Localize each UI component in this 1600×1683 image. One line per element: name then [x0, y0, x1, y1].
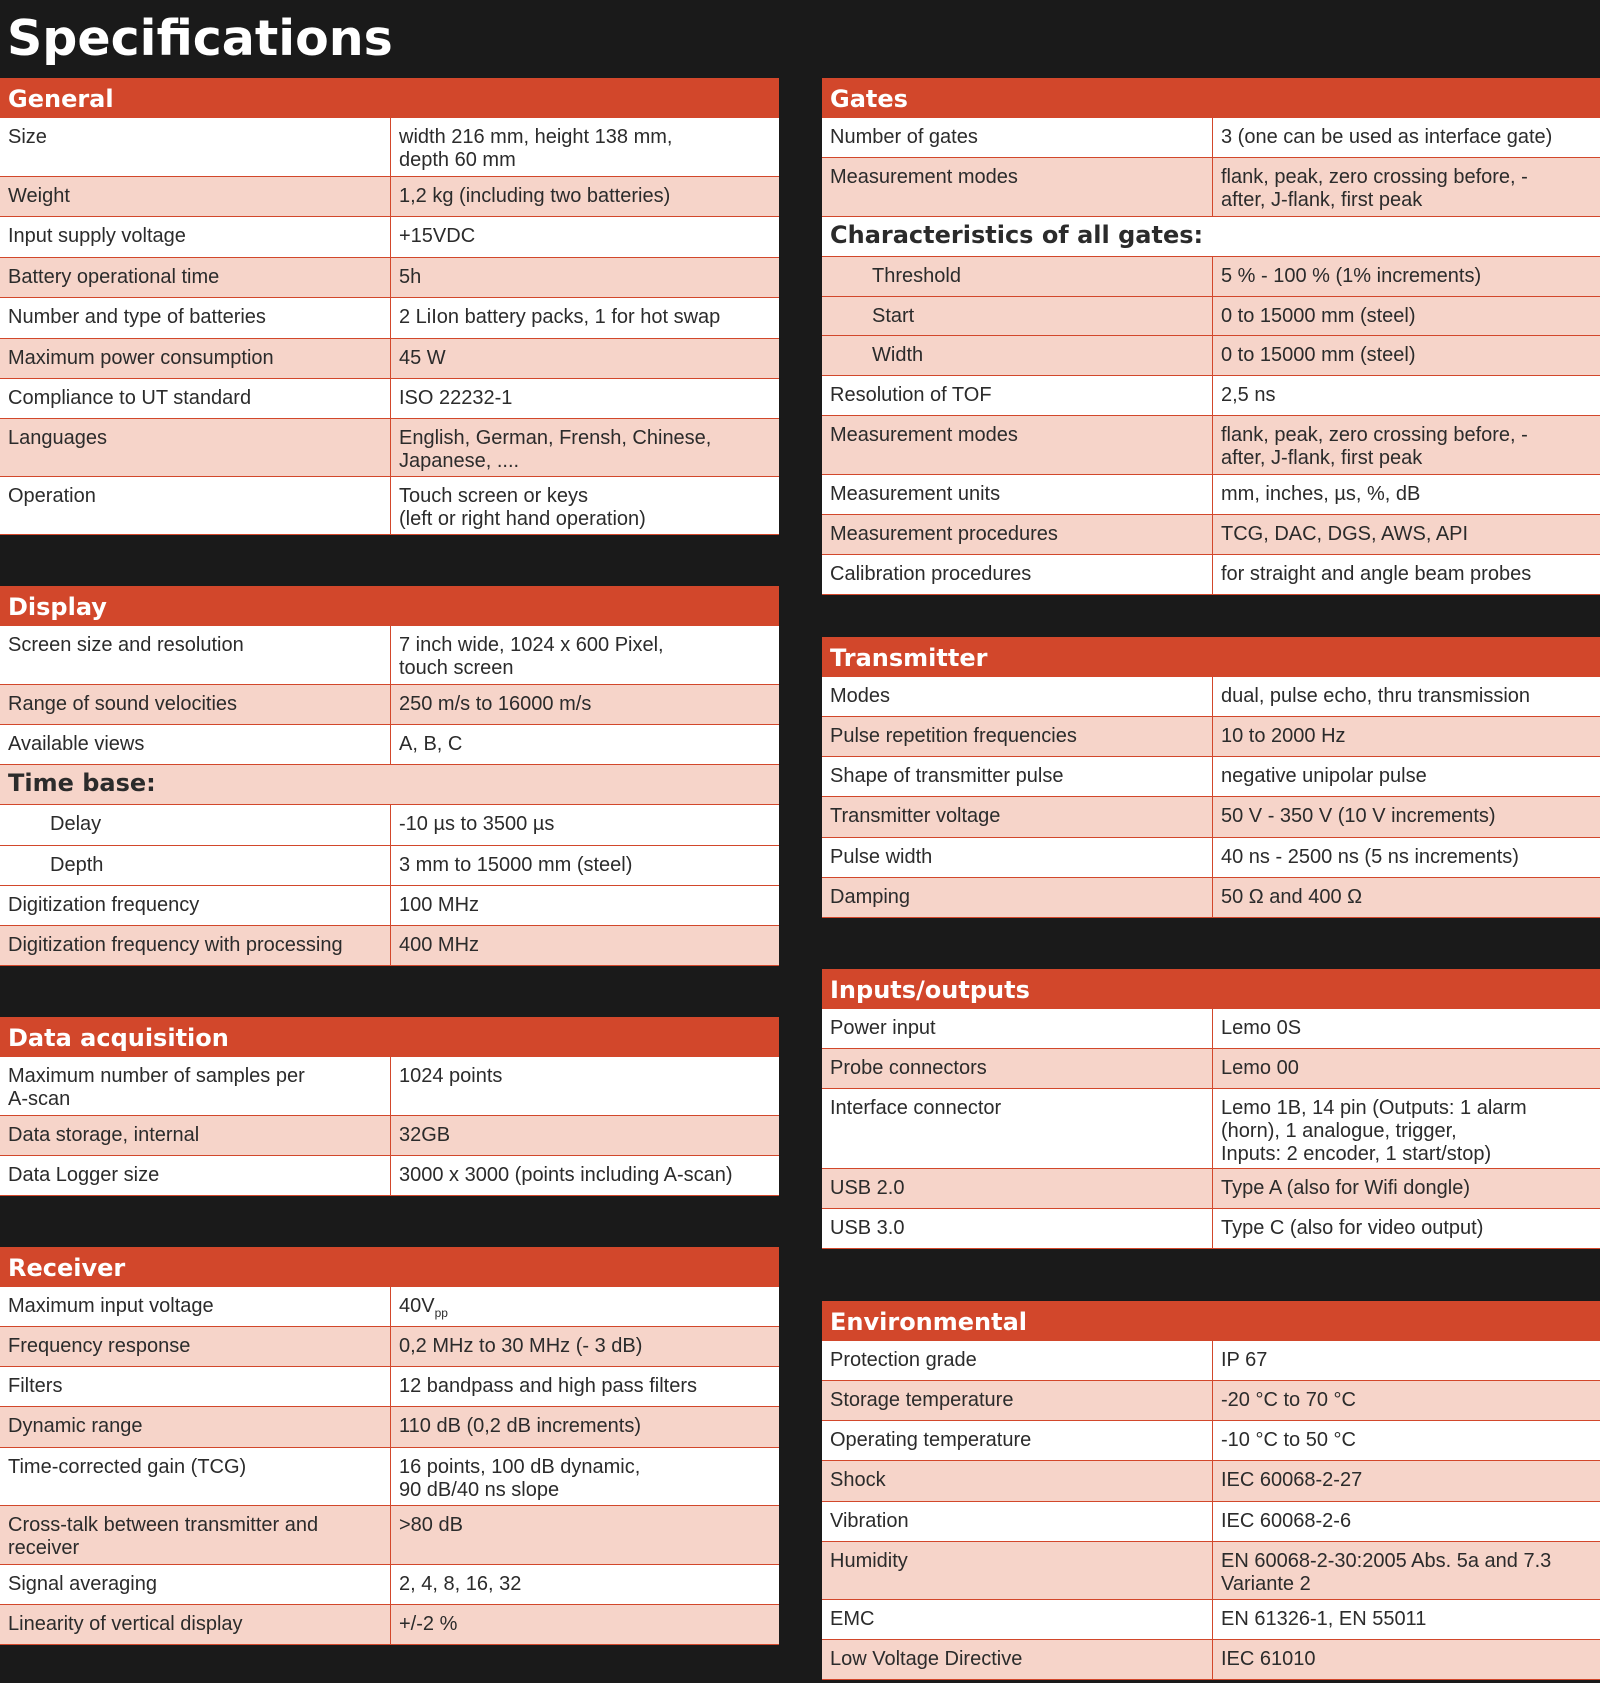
table-row — [822, 1049, 1600, 1089]
spec-value: 2 LiIon battery packs, 1 for hot swap — [399, 306, 721, 328]
environmental-header: Environmental — [822, 1301, 1600, 1341]
spec-value: Type A (also for Wifi dongle) — [1221, 1177, 1471, 1199]
spec-value: IEC 60068-2-6 — [1221, 1510, 1352, 1532]
page-title: Specifications — [7, 10, 393, 67]
spec-label: Interface connector — [822, 1089, 1213, 1168]
max-input-value: 40V — [399, 1295, 435, 1317]
inputs-outputs-section — [822, 969, 1600, 1249]
spec-value: A, B, C — [399, 733, 463, 755]
spec-value: Type C (also for video output) — [1221, 1217, 1484, 1239]
spec-value: Lemo 0S — [1221, 1017, 1302, 1039]
spec-label: USB 2.0 — [822, 1169, 1213, 1208]
spec-label: Maximum number of samples per A-scan — [0, 1057, 391, 1115]
data-acquisition-section — [0, 1017, 779, 1196]
spec-label: Low Voltage Directive — [822, 1640, 1213, 1679]
spec-label: Shock — [822, 1461, 1213, 1501]
table-row — [0, 217, 779, 258]
transmitter-header: Transmitter — [822, 637, 1600, 677]
spec-label: Probe connectors — [822, 1049, 1213, 1088]
spec-label: Maximum power consumption — [0, 339, 391, 378]
table-row — [0, 626, 779, 685]
spec-label: Number and type of batteries — [0, 298, 391, 338]
spec-value: 0,2 MHz to 30 MHz (- 3 dB) — [399, 1335, 643, 1357]
spec-label: Time-corrected gain (TCG) — [0, 1448, 391, 1505]
table-row — [822, 1542, 1600, 1600]
spec-label: Threshold — [822, 257, 1213, 296]
spec-value: 16 points, 100 dB dynamic, 90 dB/40 ns slope — [399, 1456, 641, 1501]
table-row — [0, 1506, 779, 1565]
table-row — [822, 1341, 1600, 1381]
table-row — [0, 419, 779, 477]
table-row — [0, 725, 779, 765]
spec-value: for straight and angle beam probes — [1221, 563, 1532, 585]
spec-label: Screen size and resolution — [0, 626, 391, 684]
spec-value: 5 % - 100 % (1% increments) — [1221, 265, 1482, 287]
table-row — [822, 1421, 1600, 1461]
table-row — [0, 339, 779, 379]
spec-label: Depth — [0, 846, 391, 885]
table-row — [822, 1600, 1600, 1640]
spec-label: Measurement modes — [822, 416, 1213, 474]
spec-value: flank, peak, zero crossing before, - after, J-flank, first peak — [1221, 166, 1528, 211]
spec-value: English, German, Frensh, Chinese, Japanese, .... — [399, 427, 712, 472]
spec-value: ISO 22232-1 — [399, 387, 513, 409]
spec-label: EMC — [822, 1600, 1213, 1639]
spec-value: 40 ns - 2500 ns (5 ns increments) — [1221, 846, 1519, 868]
table-row — [822, 217, 1600, 257]
spec-value: 3 mm to 15000 mm (steel) — [399, 854, 633, 876]
table-row — [822, 1461, 1600, 1502]
table-row — [822, 797, 1600, 838]
spec-value: IEC 61010 — [1221, 1648, 1316, 1670]
spec-value: 12 bandpass and high pass filters — [399, 1375, 697, 1397]
spec-label: Start — [822, 297, 1213, 335]
spec-value: -20 °C to 70 °C — [1221, 1389, 1356, 1411]
spec-value: >80 dB — [399, 1514, 463, 1536]
spec-value: dual, pulse echo, thru transmission — [1221, 685, 1531, 707]
spec-label: Signal averaging — [0, 1565, 391, 1604]
table-row — [822, 1209, 1600, 1249]
table-row — [0, 1448, 779, 1506]
table-row — [822, 297, 1600, 336]
spec-label: Linearity of vertical display — [0, 1605, 391, 1644]
spec-value: 32GB — [399, 1124, 451, 1146]
table-row — [822, 1502, 1600, 1542]
spec-label: Range of sound velocities — [0, 685, 391, 724]
gates-header: Gates — [822, 78, 1600, 118]
spec-label: Maximum input voltage — [0, 1287, 391, 1326]
spec-label: Operation — [0, 477, 391, 534]
table-row — [0, 1367, 779, 1407]
spec-label: Modes — [822, 677, 1213, 716]
table-row — [0, 1605, 779, 1645]
receiver-header: Receiver — [0, 1247, 779, 1287]
spec-label: Delay — [0, 805, 391, 845]
table-row — [0, 1407, 779, 1448]
table-row — [0, 805, 779, 846]
spec-label: Measurement modes — [822, 158, 1213, 216]
characteristics-subheading: Characteristics of all gates: — [830, 221, 1204, 249]
spec-value: 50 V - 350 V (10 V increments) — [1221, 805, 1496, 827]
table-row — [822, 118, 1600, 158]
table-row — [822, 838, 1600, 878]
spec-label: Measurement procedures — [822, 515, 1213, 554]
spec-label: Storage temperature — [822, 1381, 1213, 1420]
spec-label: Compliance to UT standard — [0, 379, 391, 418]
table-row — [0, 765, 779, 805]
table-row — [0, 1327, 779, 1367]
table-row — [822, 1089, 1600, 1169]
spec-value: EN 60068-2-30:2005 Abs. 5a and 7.3 Variante 2 — [1221, 1550, 1552, 1595]
spec-value: 0 to 15000 mm (steel) — [1221, 305, 1416, 327]
data-acquisition-header: Data acquisition — [0, 1017, 779, 1057]
table-row — [822, 257, 1600, 297]
inputs-outputs-header: Inputs/outputs — [822, 969, 1600, 1009]
receiver-section — [0, 1247, 779, 1645]
spec-label: Protection grade — [822, 1341, 1213, 1380]
spec-value: 2, 4, 8, 16, 32 — [399, 1573, 522, 1595]
environmental-section — [822, 1301, 1600, 1680]
spec-label: Humidity — [822, 1542, 1213, 1599]
spec-value: IP 67 — [1221, 1349, 1268, 1371]
table-row — [822, 1381, 1600, 1421]
spec-value: Lemo 1B, 14 pin (Outputs: 1 alarm (horn), 1 analogue, trigger, Inputs: 2 encoder, 1 start/stop) — [1221, 1097, 1527, 1165]
table-row — [822, 475, 1600, 515]
spec-value: negative unipolar pulse — [1221, 765, 1427, 787]
spec-label: Resolution of TOF — [822, 376, 1213, 415]
table-row — [0, 477, 779, 535]
table-row — [0, 1156, 779, 1196]
spec-label: Input supply voltage — [0, 217, 391, 257]
table-row — [0, 258, 779, 298]
table-row — [822, 158, 1600, 217]
spec-value: +/-2 % — [399, 1613, 458, 1635]
table-row — [822, 878, 1600, 918]
display-section — [0, 586, 779, 966]
table-row — [0, 846, 779, 886]
spec-label: Size — [0, 118, 391, 176]
spec-label: Cross-talk between transmitter and receiver — [0, 1506, 391, 1564]
spec-label: Measurement units — [822, 475, 1213, 514]
general-section — [0, 78, 779, 535]
spec-label: Data Logger size — [0, 1156, 391, 1195]
table-row — [822, 757, 1600, 797]
table-row — [822, 1169, 1600, 1209]
table-row — [0, 685, 779, 725]
table-row — [822, 416, 1600, 475]
spec-value: 50 Ω and 400 Ω — [1221, 886, 1363, 908]
time-base-subheading: Time base: — [8, 769, 156, 797]
spec-label: Filters — [0, 1367, 391, 1406]
spec-label: Shape of transmitter pulse — [822, 757, 1213, 796]
spec-label: Transmitter voltage — [822, 797, 1213, 837]
spec-label: Dynamic range — [0, 1407, 391, 1447]
spec-value: 3000 x 3000 (points including A-scan) — [399, 1164, 733, 1186]
spec-value: IEC 60068-2-27 — [1221, 1469, 1363, 1491]
spec-label: Weight — [0, 177, 391, 216]
table-row — [822, 515, 1600, 555]
spec-label: Power input — [822, 1009, 1213, 1048]
spec-value: -10 µs to 3500 µs — [399, 813, 555, 835]
table-row — [0, 298, 779, 339]
spec-value — [391, 1287, 779, 1326]
spec-value: 2,5 ns — [1221, 384, 1276, 406]
table-row — [0, 886, 779, 926]
table-row — [822, 1640, 1600, 1680]
left-column — [0, 78, 779, 1645]
table-row — [0, 926, 779, 966]
table-row — [0, 1057, 779, 1116]
table-row — [0, 177, 779, 217]
spec-value: Lemo 00 — [1221, 1057, 1299, 1079]
spec-value: 3 (one can be used as interface gate) — [1221, 126, 1553, 148]
spec-value: +15VDC — [399, 225, 476, 247]
general-header: General — [0, 78, 779, 118]
spec-label: Digitization frequency — [0, 886, 391, 925]
table-row — [0, 1116, 779, 1156]
max-input-subscript: pp — [434, 1306, 448, 1320]
spec-label: Operating temperature — [822, 1421, 1213, 1460]
spec-value: 5h — [399, 266, 422, 288]
spec-value: mm, inches, µs, %, dB — [1221, 483, 1421, 505]
spec-label: Pulse width — [822, 838, 1213, 877]
spec-label: Available views — [0, 725, 391, 764]
spec-label: USB 3.0 — [822, 1209, 1213, 1248]
table-row — [0, 379, 779, 419]
gates-section — [822, 78, 1600, 595]
spec-label: Damping — [822, 878, 1213, 917]
spec-label: Number of gates — [822, 118, 1213, 157]
table-row — [822, 677, 1600, 717]
table-row — [822, 376, 1600, 416]
spec-value: 100 MHz — [399, 894, 480, 916]
spec-value: width 216 mm, height 138 mm, depth 60 mm — [399, 126, 673, 171]
table-row — [822, 717, 1600, 757]
spec-value: 250 m/s to 16000 m/s — [399, 693, 592, 715]
right-column — [822, 78, 1600, 1680]
spec-value: 400 MHz — [399, 934, 480, 956]
spec-value: Touch screen or keys (left or right hand operation) — [399, 485, 646, 530]
spec-value: 10 to 2000 Hz — [1221, 725, 1346, 747]
table-row — [822, 336, 1600, 376]
spec-label: Vibration — [822, 1502, 1213, 1541]
spec-value: EN 61326-1, EN 55011 — [1221, 1608, 1427, 1630]
spec-value: -10 °C to 50 °C — [1221, 1429, 1356, 1451]
spec-value: 110 dB (0,2 dB increments) — [399, 1415, 641, 1437]
spec-label: Calibration procedures — [822, 555, 1213, 594]
spec-value: 1024 points — [399, 1065, 503, 1087]
spec-label: Pulse repetition frequencies — [822, 717, 1213, 756]
table-row — [0, 1565, 779, 1605]
spec-label: Data storage, internal — [0, 1116, 391, 1155]
spec-label: Digitization frequency with processing — [0, 926, 391, 965]
spec-value: 7 inch wide, 1024 x 600 Pixel, touch screen — [399, 634, 664, 679]
spec-value: 45 W — [399, 347, 446, 369]
transmitter-section — [822, 637, 1600, 918]
spec-value: 0 to 15000 mm (steel) — [1221, 344, 1416, 366]
spec-label: Width — [822, 336, 1213, 375]
spec-value: 1,2 kg (including two batteries) — [399, 185, 671, 207]
table-row — [822, 555, 1600, 595]
spec-label: Languages — [0, 419, 391, 476]
spec-label: Frequency response — [0, 1327, 391, 1366]
display-header: Display — [0, 586, 779, 626]
spec-value: TCG, DAC, DGS, AWS, API — [1221, 523, 1469, 545]
table-row — [0, 1287, 779, 1327]
table-row — [822, 1009, 1600, 1049]
spec-value: flank, peak, zero crossing before, - after, J-flank, first peak — [1221, 424, 1528, 469]
table-row — [0, 118, 779, 177]
spec-label: Battery operational time — [0, 258, 391, 297]
